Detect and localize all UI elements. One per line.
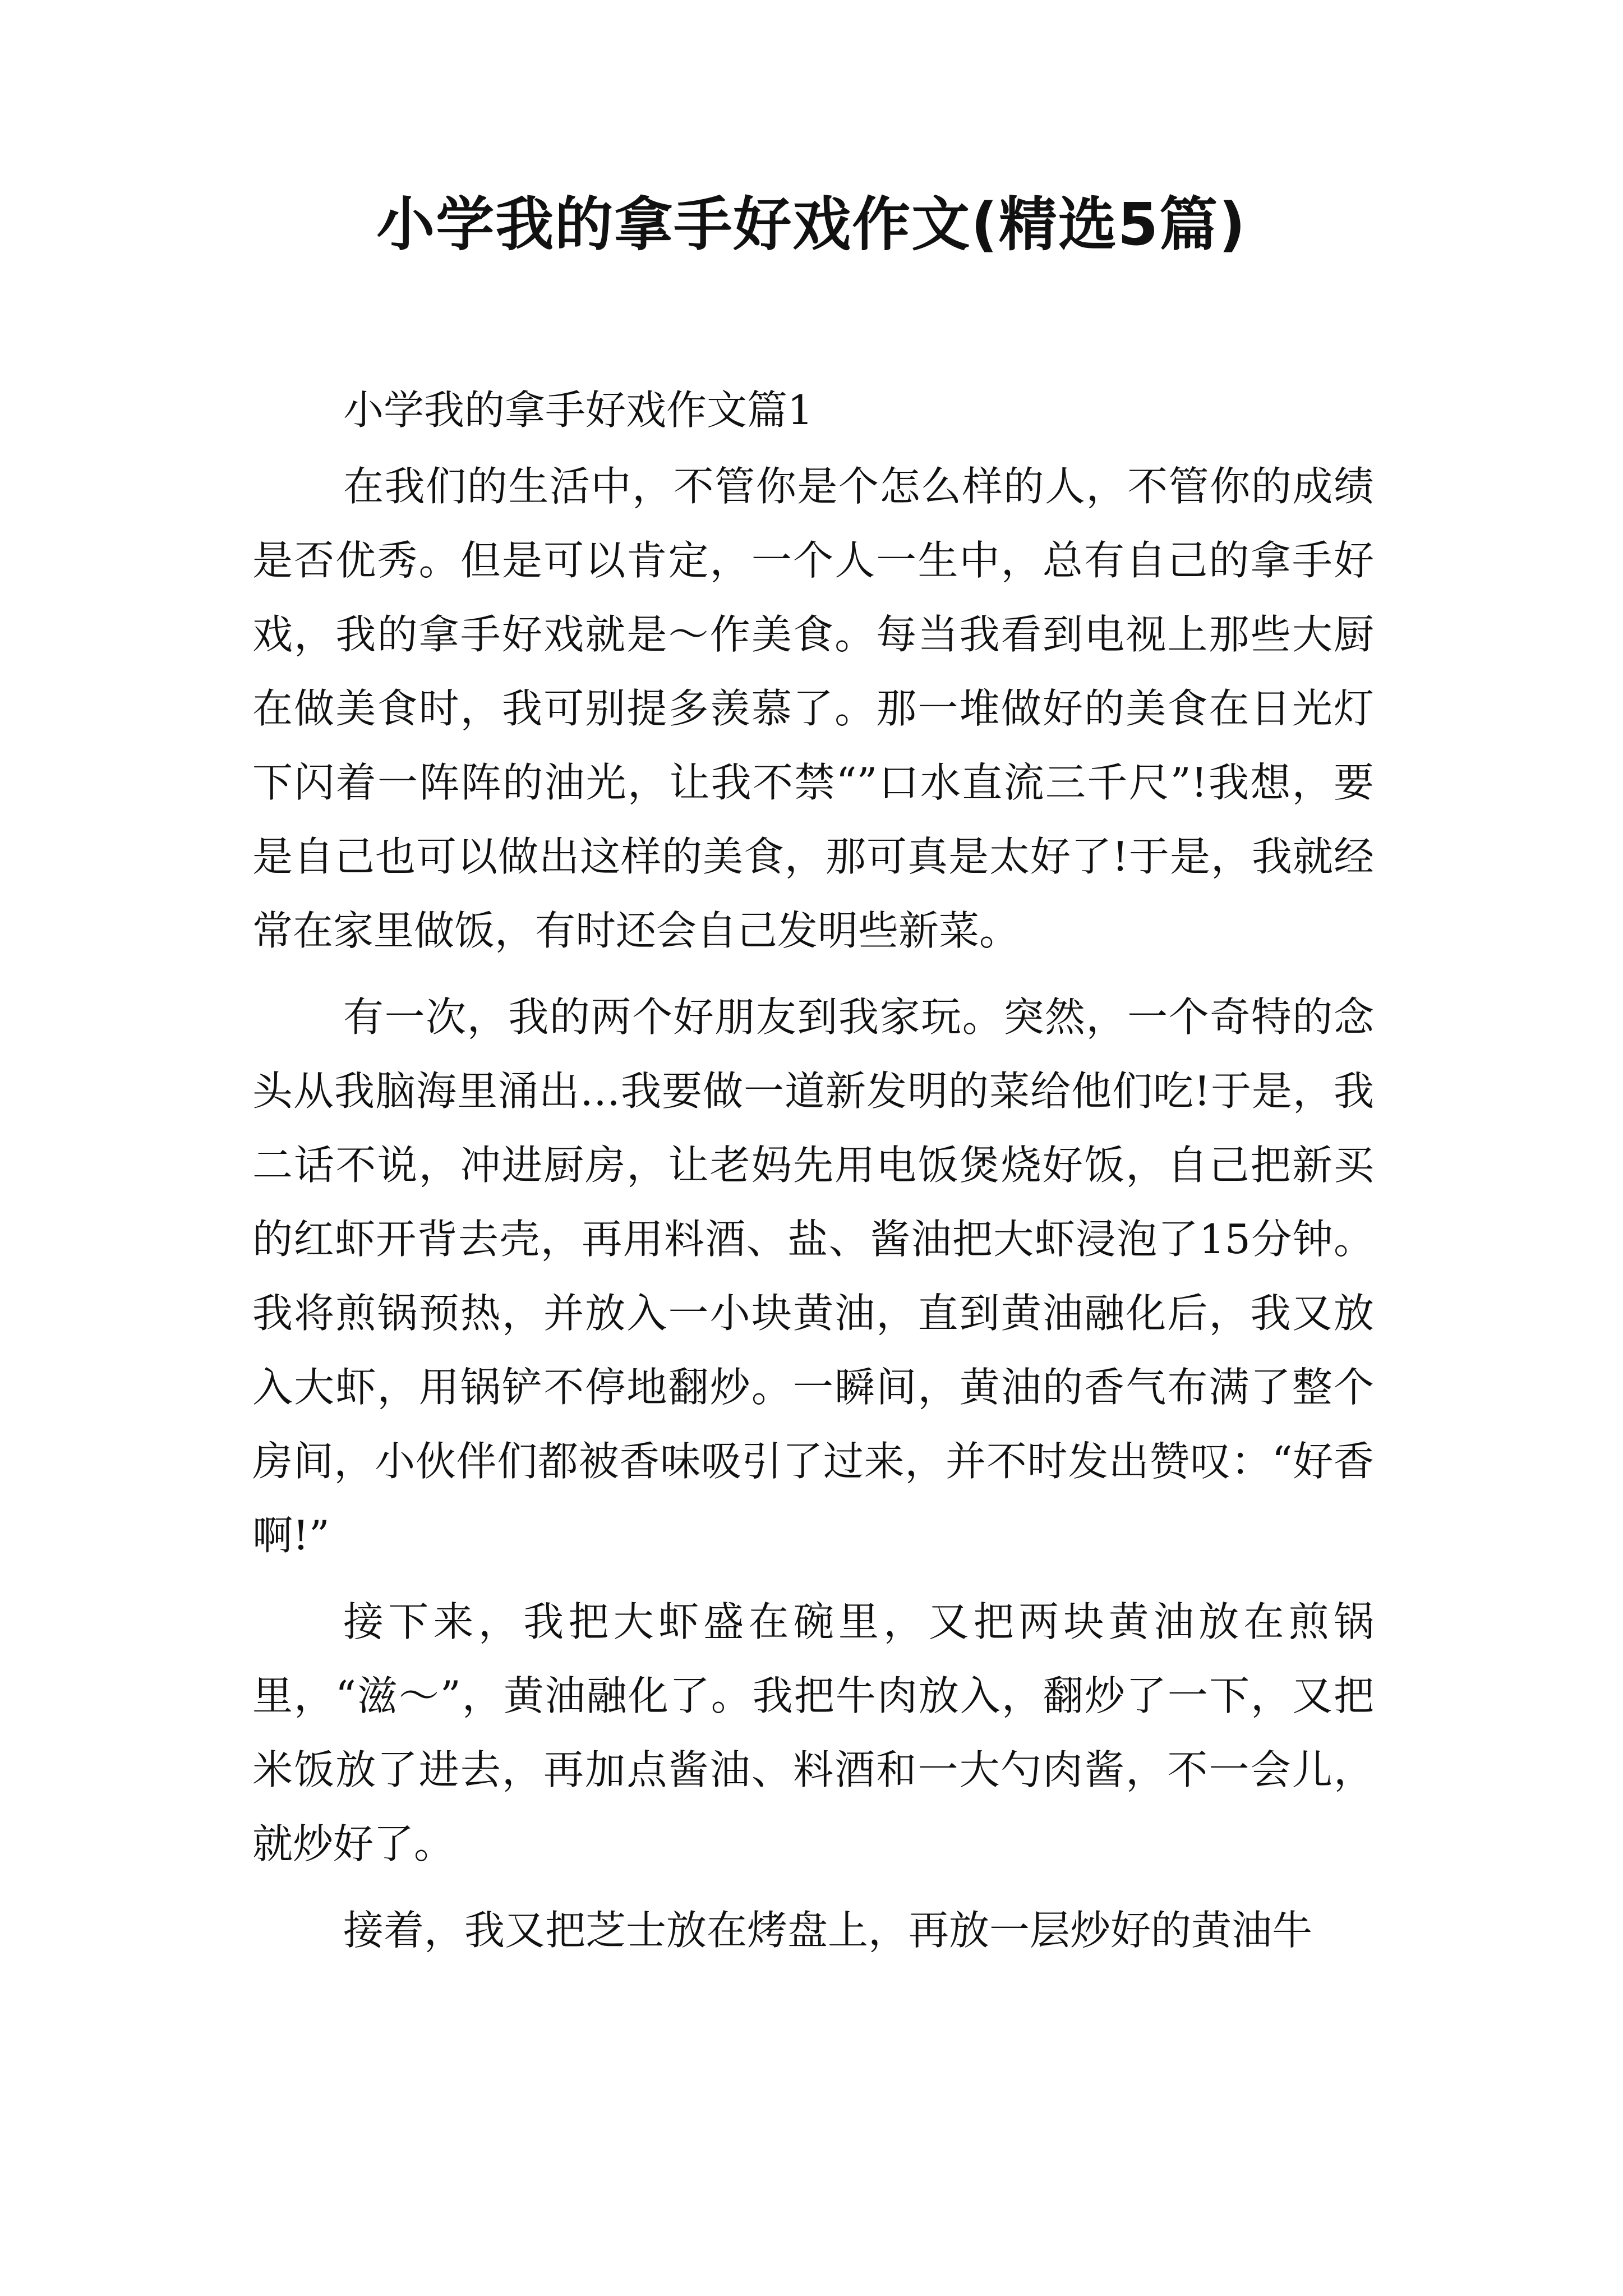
section-heading: 小学我的拿手好戏作文篇1 bbox=[343, 386, 813, 434]
document-body bbox=[252, 373, 1374, 1980]
paragraph: 有一次，我的两个好朋友到我家玩。突然，一个奇特的念头从我脑海里涌出…我要做一道新发明的菜给他们吃!于是，我二话不说，冲进厨房，让老妈先用电饭煲烧好饭，自己把新买的红虾开背去壳，再用料酒、盐、酱油把大虾浸泡了15分钟。我将煎锅预热，并放入一小块黄油，直到黄油融化后，我又放入大虾，用锅铲不停地翻炒。一瞬间，黄油的香气布满了整个房间，小伙伴们都被香味吸引了过来，并不时发出赞叹：“好香啊!” bbox=[252, 993, 1374, 1559]
document-title: 小学我的拿手好戏作文(精选5篇) bbox=[376, 190, 1247, 259]
paragraph: 接着，我又把芝士放在烤盘上，再放一层炒好的黄油牛 bbox=[343, 1907, 1313, 1954]
paragraph: 接下来，我把大虾盛在碗里，又把两块黄油放在煎锅里，“滋～”，黄油融化了。我把牛肉放入，翻炒了一下，又把米饭放了进去，再加点酱油、料酒和一大勺肉酱，不一会儿，就炒好了。 bbox=[252, 1598, 1374, 1867]
paragraph: 在我们的生活中，不管你是个怎么样的人，不管你的成绩是否优秀。但是可以肯定，一个人一生中，总有自己的拿手好戏，我的拿手好戏就是～作美食。每当我看到电视上那些大厨在做美食时，我可别提多羡慕了。那一堆做好的美食在日光灯下闪着一阵阵的油光，让我不禁“”口水直流三千尺”!我想，要是自己也可以做出这样的美食，那可真是太好了!于是，我就经常在家里做饭，有时还会自己发明些新菜。 bbox=[252, 463, 1374, 954]
